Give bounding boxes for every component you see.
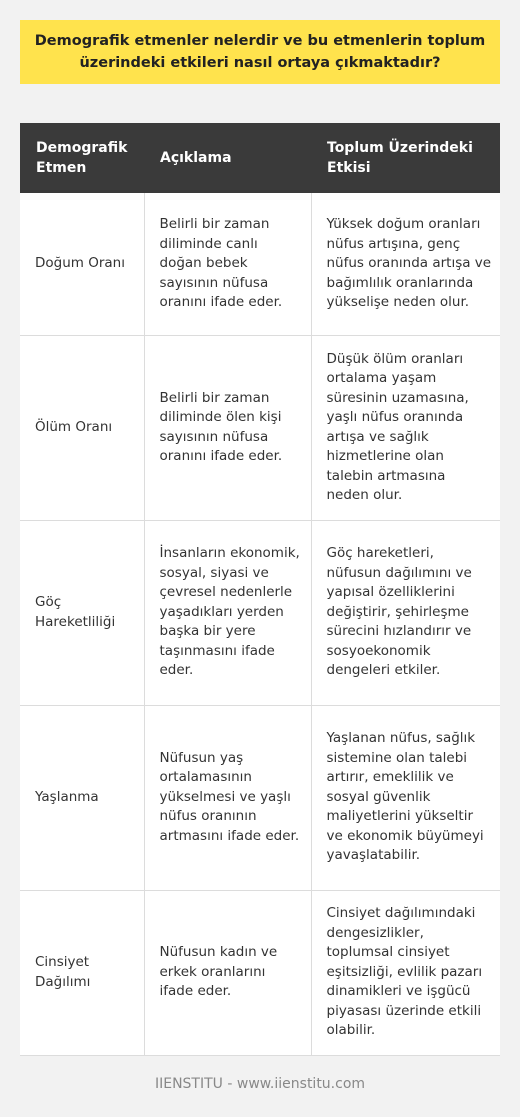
- table-row: [20, 335, 500, 520]
- header-factor: Demografik Etmen: [20, 123, 144, 193]
- header-effect: Toplum Üzerindeki Etkisi: [311, 123, 500, 193]
- cell-effect: Yüksek doğum oranları nüfus artışına, genç nüfus oranında artışa ve bağımlılık oranlarında yükselişe neden olur.: [311, 193, 500, 335]
- cell-description: Nüfusun yaş ortalamasının yükselmesi ve yaşlı nüfus oranının artmasını ifade eder.: [144, 705, 311, 890]
- table-row: [20, 193, 500, 335]
- cell-effect: Göç hareketleri, nüfusun dağılımını ve yapısal özelliklerini değiştirir, şehirleşme sürecini hızlandırır ve sosyoekonomik dengeleri etkiler.: [311, 520, 500, 705]
- table-header-row: [20, 123, 500, 193]
- cell-effect: Yaşlanan nüfus, sağlık sistemine olan talebi artırır, emeklilik ve sosyal güvenlik maliyetlerini yükseltir ve ekonomik büyümeyi yavaşlatabilir.: [311, 705, 500, 890]
- table-row: [20, 705, 500, 890]
- cell-description: Belirli bir zaman diliminde ölen kişi sayısının nüfusa oranını ifade eder.: [144, 335, 311, 520]
- cell-description: Belirli bir zaman diliminde canlı doğan bebek sayısının nüfusa oranını ifade eder.: [144, 193, 311, 335]
- cell-factor: Cinsiyet Dağılımı: [20, 890, 144, 1055]
- cell-factor: Doğum Oranı: [20, 193, 144, 335]
- header-description: Açıklama: [144, 123, 311, 193]
- cell-description: İnsanların ekonomik, sosyal, siyasi ve çevresel nedenlerle yaşadıkları yerden başka bir yere taşınmasını ifade eder.: [144, 520, 311, 705]
- table-row: [20, 520, 500, 705]
- cell-description: Nüfusun kadın ve erkek oranlarını ifade eder.: [144, 890, 311, 1055]
- cell-effect: Düşük ölüm oranları ortalama yaşam süresinin uzamasına, yaşlı nüfus oranında artışa ve sağlık hizmetlerine olan talebin artmasına neden olur.: [311, 335, 500, 520]
- footer-credit: IIENSTITU - www.iienstitu.com: [154, 1076, 366, 1092]
- demographic-table: [20, 123, 500, 1056]
- cell-effect: Cinsiyet dağılımındaki dengesizlikler, toplumsal cinsiyet eşitsizliği, evlilik pazarı dinamikleri ve işgücü piyasası üzerinde etkili olabilir.: [311, 890, 500, 1055]
- cell-factor: Ölüm Oranı: [20, 335, 144, 520]
- cell-factor: Göç Hareketliliği: [20, 520, 144, 705]
- page-title: Demografik etmenler nelerdir ve bu etmenlerin toplum üzerindeki etkileri nasıl ortaya çıkmaktadır?: [20, 20, 500, 84]
- cell-factor: Yaşlanma: [20, 705, 144, 890]
- table-row: [20, 890, 500, 1055]
